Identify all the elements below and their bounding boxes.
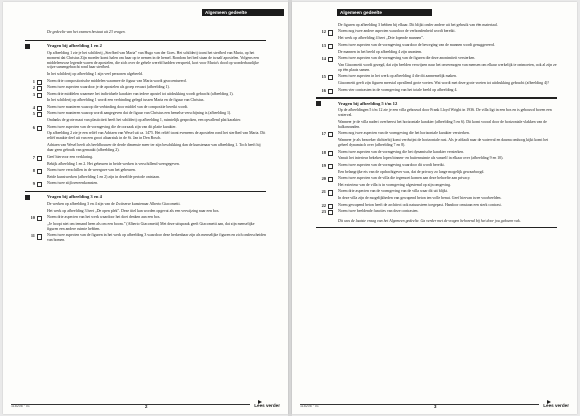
context-paragraph: Op afbeelding 2 zie je een reliëf van Adriaen van Wesel uit ca. 1475. Het reliëf toont eveneens de apostelen rond het sterfbed van Maria. Dit reliëf maakte deel uit van een groot altaarstuk in de St. Jan in Den Bosch. (47, 131, 266, 141)
question-item (25, 155, 266, 160)
question-item (316, 150, 557, 155)
question-text: Noem twee aspecten waardoor je de apostelen als groep ervaart (afbeelding 1). (47, 85, 170, 90)
context-paragraph: Wanneer je als bezoeker dichterbij komt verdwijnt de horizontale rust. Als je afdaalt naar de waterval en daarna omhoog kijkt komt het geheel dynamisch over (afbeelding 7 en 8). (338, 138, 549, 148)
question-item (316, 131, 557, 136)
score-box (328, 44, 333, 49)
question-number: 17 (321, 131, 326, 137)
score-box (37, 156, 42, 161)
score-box (328, 190, 333, 195)
score-box (37, 86, 42, 91)
score-box (37, 182, 42, 187)
question-number: 15 (321, 74, 326, 80)
score-box (37, 126, 42, 131)
page-content (25, 18, 266, 394)
question-item (316, 43, 557, 48)
context-paragraph: Een belangrijke eis van de opdrachtgever was, dat de privacy zo lange mogelijk gewaarborgd. (338, 169, 485, 174)
question-number: 9 (32, 181, 35, 187)
question-number: 13 (321, 42, 326, 48)
score-box (37, 93, 42, 98)
question-text: Noem twee aspecten van de vormgeving waardoor dit wordt bereikt. (338, 162, 445, 167)
score-box (328, 132, 333, 137)
section-marker (316, 101, 321, 106)
question-number: 12 (321, 29, 326, 35)
context-paragraph: In het schilderij op afbeelding 1 wordt een verbinding gelegd tussen Maria en de figuur van Christus. (47, 98, 205, 103)
question-number: 4 (32, 104, 35, 110)
question-item (25, 168, 266, 173)
question-section (25, 191, 266, 243)
footer-rule (11, 404, 250, 405)
exam-intro: De gedeelte van het examen bestaat uit 23 vragen. (47, 30, 126, 34)
context-paragraph: Op de afbeeldingen 5 t/m 12 zie je een villa gebouwd door Frank Lloyd Wright in 1936. De villa ligt in een bos en is gebouwd boven een waterval. (338, 108, 552, 118)
question-number: 19 (321, 162, 326, 168)
question-number: 14 (321, 56, 326, 62)
section-title: Vragen bij afbeelding 5 t/m 12 (338, 100, 398, 106)
section-title: Vragen bij afbeelding 1 en 2 (47, 43, 102, 49)
context-paragraph: Het werk op afbeelding 4 heet „Drie lopende mannen”. (338, 36, 424, 41)
question-text: Noem vier contrasten in de vormgeving van het totale beeld op afbeelding 4. (338, 87, 458, 92)
score-box (37, 216, 42, 221)
page-content (316, 18, 557, 394)
context-paragraph: Vanuit het interieur bekeken lopen binnen- en buitenruimte als vanzelf in elkaar over (afbeelding 9 en 10). (338, 156, 504, 161)
context-paragraph: De figuren op afbeelding 3 hebben bij elkaar. Dit blijkt onder andere uit het gebruik van één materiaal. (338, 23, 498, 27)
score-box (37, 106, 42, 111)
question-text: Noem drie compositorische middelen waarmee de figuur van Maria wordt geaccentueerd. (47, 78, 187, 83)
context-paragraph: In deze villa zijn de mogelijkheden van gewapend beton ten volle benut. Geef hiervan twee voorbeelden. (338, 196, 502, 201)
context-paragraph: Op afbeelding 1 zie je het schilderij „Sterfbed van Maria” van Hugo van der Goes. Het schilderij toont het sterfbed van Maria, op het moment dat Christus Zijn moeder komt halen om haar op te nemen in de hemel. Rondom het bed staan de twaalf apostelen. Volgens een middeleeuwse legende waren de apostelen, die zich over de gehele wereld hadden verspreid, kort voor Maria's dood op wonderbaarlijke wijze samengebracht rond haar sterfbed. (47, 50, 259, 70)
question-item (316, 163, 557, 168)
question-item (316, 74, 557, 79)
section-rule (316, 97, 557, 98)
page-left (3, 2, 288, 414)
score-box (328, 210, 333, 215)
context-paragraph: Bekijk afbeelding 1 en 2. Het gebeuren in beide werken is verschillend weergegeven. (47, 161, 180, 166)
question-text: Noem twee aspecten in het werk op afbeelding 4 die dit aannemelijk maken. (338, 74, 457, 79)
question-text: Noem drie middelen waarmee het individuele karakter van iedere apostel tot uitdrukking wordt gebracht (afbeelding 1). (47, 91, 234, 96)
section-header-bar: Algemeen gedeelte (202, 9, 284, 16)
question-number: 22 (321, 202, 326, 208)
question-text: Noem twee beeldende functies van deze contrasten. (338, 209, 419, 214)
section-rule (25, 191, 266, 192)
closing-rule (316, 227, 557, 228)
question-number: 20 (321, 176, 326, 182)
question-item (25, 215, 266, 220)
context-paragraph: Giacometti geeft zijn figuren meestal opvallend grote voeten. Wat wordt met deze grote voeten tot uitdrukking gebracht (afbeelding 4)? (338, 81, 550, 86)
question-item (316, 176, 557, 181)
question-number: 21 (321, 189, 326, 195)
score-box (37, 234, 42, 239)
footer-code: 118206 · 01 (11, 404, 30, 408)
question-number: 10 (30, 215, 35, 221)
section-rule (25, 40, 266, 41)
context-paragraph: De mannen in het beeld op afbeelding 4 zijn anoniem. (338, 49, 423, 54)
context-paragraph: „Je hoopt niet om iemand heen als om een boom.” (Alberto Giacometti) Met deze uitspraak geeft Giacometti aan, dat zijn menselijke figuren een andere ruimte hebben. (47, 222, 255, 231)
score-box (328, 89, 333, 94)
question-item (25, 85, 266, 90)
context-paragraph: Ondanks de grote maat van plasticiteit heeft het schilderij op afbeelding 1, ruimtelijk gesproken, een opvallend plat karakter. (47, 118, 242, 123)
section-marker (25, 195, 30, 200)
context-paragraph: Van Giacometti wordt gezegd, dat zijn beelden verwijzen naar het onvermogen van mensen om elkaar werkelijk te ontmoeten, ook al zijn ze op één plaats samen. (338, 62, 557, 72)
context-paragraph: Het exterieur van de villa is in vormgeving afgestemd op zijn omgeving. (338, 183, 452, 188)
question-text: Noem nog twee andere aspecten waardoor de verbondenheid wordt bereikt. (338, 29, 456, 34)
question-number: 6 (32, 124, 35, 130)
context-paragraph: Wanneer je de villa nadert overheerst het horizontale karakter (afbeelding 5 en 6). Dit komt vooral door de horizontale vlakken van de balkonranden. (338, 119, 547, 129)
question-text: Noem twee stijlovereenkomsten. (47, 181, 99, 186)
footer-code: 118206 · 01 (300, 404, 319, 408)
question-item (316, 56, 557, 61)
question-number: 7 (32, 154, 35, 160)
section-marker (25, 44, 30, 49)
section-header-bar: Algemeen gedeelte (337, 9, 432, 16)
question-section (25, 40, 266, 186)
question-section (316, 23, 557, 92)
question-text: Noem twee verschillen in de weergave van het gebeuren. (47, 167, 136, 172)
context-paragraph: De werken op afbeelding 3 en 4 zijn van de Zwitserse kunstenaar Alberto Giacometti. (47, 201, 181, 206)
score-box (37, 80, 42, 85)
question-section (316, 97, 557, 214)
question-number: 1 (32, 78, 35, 84)
page-right (292, 2, 577, 414)
question-text: Noem twee manieren waarop die verbinding door middel van de compositie bereikt wordt. (47, 104, 189, 109)
context-paragraph: Het werk op afbeelding 3 heet „De open plek”. Deze titel kan worden opgevat als een verwijzing naar een bos. (47, 208, 220, 213)
question-text: Noem drie aspecten van de vormgeving van de villa waar dit uit blijkt. (338, 189, 448, 194)
context-paragraph: Adriaen van Wesel heeft als beeldhouwer de derde dimensie meer ter zijn beschikking dan de kunstenaar van afbeelding 1. Toch heeft hij daar geen gebruik van gemaakt (afbeelding 2). (47, 143, 261, 153)
question-item (316, 203, 557, 208)
score-box (328, 151, 333, 156)
question-item (25, 105, 266, 110)
question-item (316, 209, 557, 214)
lees-verder-label: Lees verder (254, 403, 280, 408)
score-box (328, 30, 333, 35)
question-text: Geef hiervoor een verklaring. (47, 154, 94, 159)
question-text: Noem drie aspecten van het werk waardoor het doet denken aan een bos. (47, 215, 161, 220)
question-number: 23 (321, 209, 326, 215)
section-title: Vragen bij afbeelding 3 en 4 (47, 194, 102, 200)
question-item (25, 79, 266, 84)
question-text: Noem twee aspecten van de vormgeving die de oorzaak zijn van dit platte karakter. (47, 124, 177, 129)
page-number: 2 (145, 404, 148, 409)
score-box (37, 169, 42, 174)
question-item (25, 181, 266, 186)
question-item (25, 233, 266, 243)
question-text: Noem twee aspecten van de figuren in het werk op afbeelding 3 waardoor deze herkenbaar zijn als menselijke figuren en zich onderscheiden van bomen. (47, 233, 266, 243)
question-item (25, 92, 266, 97)
question-number: 18 (321, 149, 326, 155)
question-item (316, 88, 557, 93)
question-text: Noem twee aspecten van de vormgeving waardoor de beweging van de mannen wordt gesuggereerd. (338, 42, 495, 47)
score-box (328, 177, 333, 182)
context-paragraph: Beide kunstwerken (afbeelding 1 en 2) zijn in dezelfde periode ontstaan. (47, 174, 160, 179)
question-number: 11 (30, 233, 35, 239)
question-number: 16 (321, 87, 326, 93)
lees-verder-label: Lees verder (543, 403, 569, 408)
question-text: Noem twee aspecten van de villa die tegemoet komen aan deze behoefte aan privacy. (338, 176, 471, 181)
footer-rule (300, 404, 539, 405)
question-number: 8 (32, 167, 35, 173)
question-text: Noem twee aspecten van de vormgeving die het dynamische karakter versterken. (338, 149, 465, 154)
context-paragraph: In het schilderij op afbeelding 1 zijn veel personen afgebeeld. (47, 72, 143, 77)
question-item (316, 189, 557, 194)
closing-note: Dit was de laatste vraag van het Algemeen gedeelte. Ga verder met de vragen behorend bij het door jou gekozen vak. (338, 219, 521, 224)
score-box (328, 164, 333, 169)
question-item (25, 125, 266, 130)
page-number: 3 (434, 404, 437, 409)
question-text: Noem twee aspecten van de vormgeving van de figuren die deze anonimiteit versterken. (338, 56, 476, 61)
question-text: Noem nog twee aspecten van de vormgeving die het horizontale karakter versterken. (338, 131, 470, 136)
score-box (37, 112, 42, 117)
question-number: 2 (32, 85, 35, 91)
score-box (328, 75, 333, 80)
question-text: Noem gewapend beton heeft de architect ook natuursteen toegepast. Handoor omstaan een sterk contrast. (338, 202, 502, 207)
score-box (328, 57, 333, 62)
question-item (25, 111, 266, 116)
question-number: 5 (32, 111, 35, 117)
question-item (316, 29, 557, 34)
score-box (328, 204, 333, 209)
question-text: Noem twee manieren waarop wordt aangegeven dat de figuur van Christus een hemelse verschijning is (afbeelding 1). (47, 111, 232, 116)
question-number: 3 (32, 91, 35, 97)
